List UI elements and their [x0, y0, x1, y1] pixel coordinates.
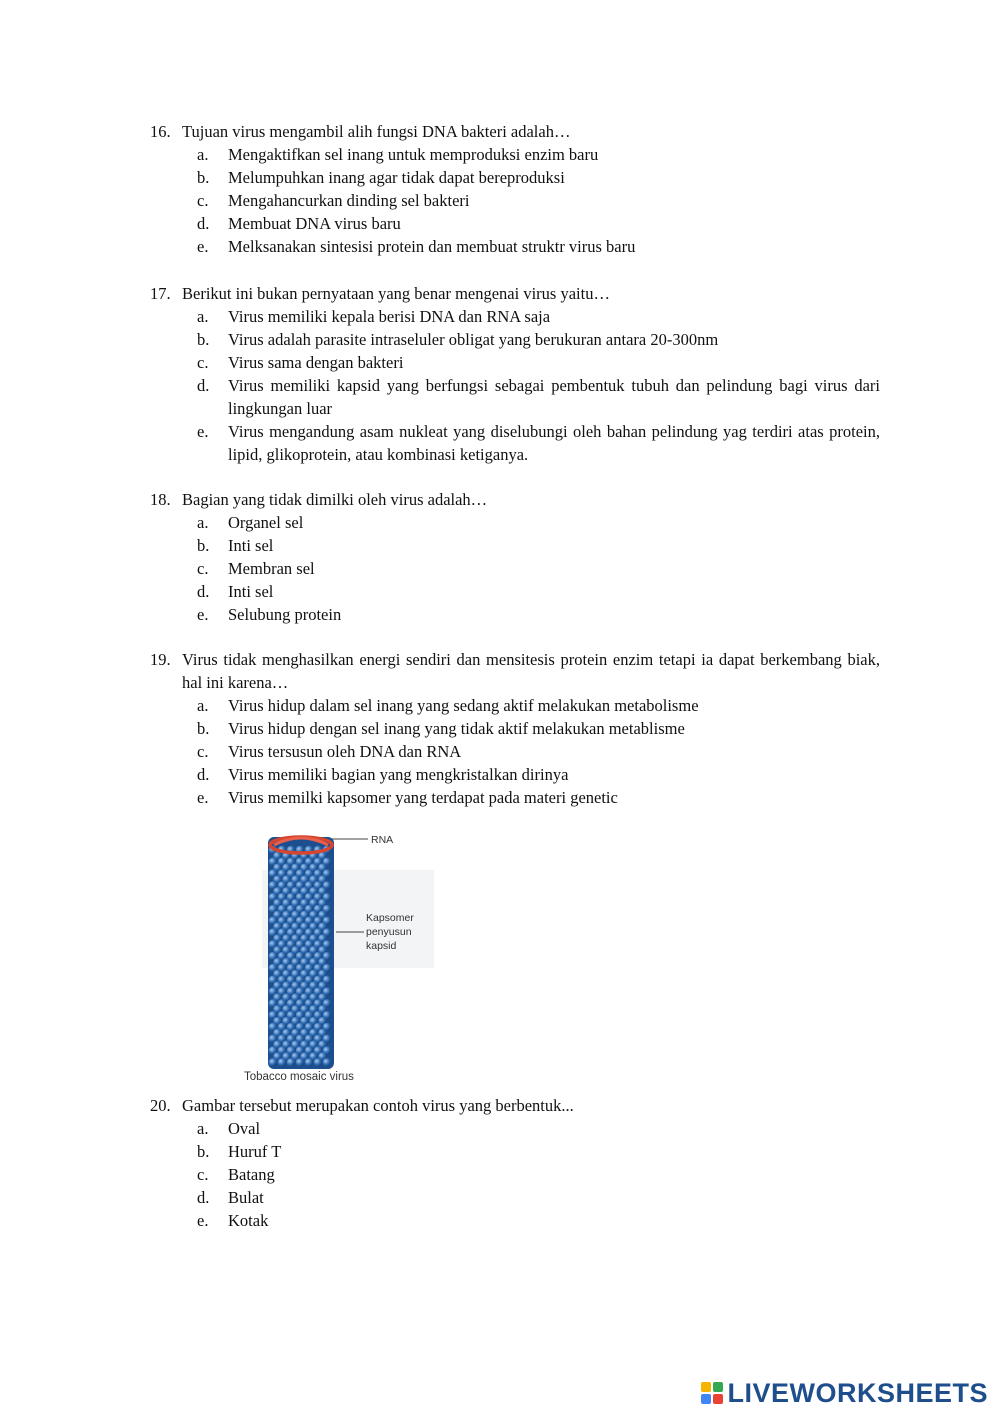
question-text: Berikut ini bukan pernyataan yang benar mengenai virus yaitu… — [182, 284, 610, 303]
option-d[interactable] — [150, 1186, 880, 1209]
option-letter: b. — [197, 719, 210, 738]
question-text: Tujuan virus mengambil alih fungsi DNA bakteri adalah… — [182, 122, 571, 141]
option-text: Batang — [228, 1165, 275, 1184]
option-e[interactable] — [150, 1209, 880, 1232]
figure-caption: Tobacco mosaic virus — [244, 1071, 354, 1083]
tobacco-mosaic-virus-figure — [232, 815, 452, 1090]
option-e[interactable] — [150, 420, 880, 466]
option-b[interactable] — [150, 534, 880, 557]
capsomer-bead — [269, 1058, 278, 1067]
option-text: Virus sama dengan bakteri — [228, 353, 404, 372]
option-text: Oval — [228, 1119, 261, 1138]
liveworksheets-logo[interactable] — [701, 1378, 988, 1408]
option-e[interactable] — [150, 786, 880, 809]
option-letter: c. — [197, 742, 209, 761]
option-letter: e. — [197, 605, 209, 624]
option-d[interactable] — [150, 374, 880, 420]
option-c[interactable] — [150, 557, 880, 580]
option-text: Membran sel — [228, 559, 315, 578]
capsomer-bead — [305, 1058, 314, 1067]
option-letter: e. — [197, 422, 209, 441]
option-text: Mengaktifkan sel inang untuk memproduksi enzim baru — [228, 145, 599, 164]
option-a[interactable] — [150, 511, 880, 534]
question-16 — [150, 120, 880, 258]
capsomer-bead — [323, 1058, 332, 1067]
option-a[interactable] — [150, 143, 880, 166]
option-letter: b. — [197, 330, 210, 349]
option-letter: c. — [197, 191, 209, 210]
question-number: 17. — [150, 284, 171, 303]
option-letter: a. — [197, 145, 209, 164]
option-a[interactable] — [150, 305, 880, 328]
logo-tile — [701, 1382, 711, 1392]
option-letter: a. — [197, 696, 209, 715]
option-letter: b. — [197, 168, 210, 187]
question-19 — [150, 648, 880, 809]
option-letter: d. — [197, 1188, 210, 1207]
question-number: 16. — [150, 122, 171, 141]
option-e[interactable] — [150, 235, 880, 258]
option-letter: e. — [197, 788, 209, 807]
option-text: Virus tersusun oleh DNA dan RNA — [228, 742, 462, 761]
logo-tile — [701, 1394, 711, 1404]
question-number: 18. — [150, 490, 171, 509]
option-letter: e. — [197, 1211, 209, 1230]
option-text: Virus hidup dengan sel inang yang tidak aktif melakukan metablisme — [228, 719, 685, 738]
option-b[interactable] — [150, 328, 880, 351]
option-e[interactable] — [150, 603, 880, 626]
option-text: Virus adalah parasite intraseluler obligat yang berukuran antara 20-300nm — [228, 330, 719, 349]
logo-tile — [713, 1382, 723, 1392]
capsomer-bead — [278, 1058, 287, 1067]
option-d[interactable] — [150, 763, 880, 786]
option-list — [150, 143, 880, 258]
option-text: Selubung protein — [228, 605, 342, 624]
option-text: Mengahancurkan dinding sel bakteri — [228, 191, 470, 210]
question-text: Gambar tersebut merupakan contoh virus yang berbentuk... — [182, 1096, 574, 1115]
option-letter: e. — [197, 237, 209, 256]
capsomer-bead — [314, 1058, 323, 1067]
option-d[interactable] — [150, 580, 880, 603]
capsomer-label-line-3: kapsid — [366, 940, 397, 952]
option-text: Huruf T — [228, 1142, 282, 1161]
question-text: Virus tidak menghasilkan energi sendiri dan mensitesis protein enzim tetapi ia dapat berkembang biak, hal ini karena… — [182, 650, 880, 692]
option-text: Virus memiliki kapsid yang berfungsi sebagai pembentuk tubuh dan pelindung bagi virus dari lingkungan luar — [228, 376, 880, 418]
logo-tile — [713, 1394, 723, 1404]
option-list — [150, 511, 880, 626]
option-letter: d. — [197, 582, 210, 601]
option-text: Inti sel — [228, 582, 274, 601]
option-text: Virus hidup dalam sel inang yang sedang aktif melakukan metabolisme — [228, 696, 699, 715]
capsomer-bead — [287, 1058, 296, 1067]
option-text: Virus memiliki kepala berisi DNA dan RNA saja — [228, 307, 551, 326]
option-c[interactable] — [150, 189, 880, 212]
option-letter: c. — [197, 1165, 209, 1184]
option-list — [150, 305, 880, 466]
option-letter: d. — [197, 765, 210, 784]
option-text: Virus memilki kapsomer yang terdapat pada materi genetic — [228, 788, 618, 807]
option-list — [150, 1117, 880, 1232]
option-letter: a. — [197, 307, 209, 326]
option-letter: c. — [197, 559, 209, 578]
option-c[interactable] — [150, 351, 880, 374]
option-b[interactable] — [150, 166, 880, 189]
option-a[interactable] — [150, 1117, 880, 1140]
option-letter: d. — [197, 214, 210, 233]
option-letter: d. — [197, 376, 210, 395]
option-text: Bulat — [228, 1188, 264, 1207]
capsomer-label-line-1: Kapsomer — [366, 912, 414, 924]
question-18 — [150, 488, 880, 626]
option-c[interactable] — [150, 740, 880, 763]
option-text: Virus memiliki bagian yang mengkristalkan dirinya — [228, 765, 569, 784]
option-b[interactable] — [150, 1140, 880, 1163]
option-text: Kotak — [228, 1211, 269, 1230]
virus-illustration — [232, 815, 452, 1090]
option-text: Virus mengandung asam nukleat yang diselubungi oleh bahan pelindung yag terdiri atas protein, lipid, glikoprotein, atau kombinasi ketiganya. — [228, 422, 880, 464]
option-text: Melumpuhkan inang agar tidak dapat bereproduksi — [228, 168, 565, 187]
option-letter: b. — [197, 536, 210, 555]
option-list — [150, 694, 880, 809]
option-letter: a. — [197, 1119, 209, 1138]
question-text: Bagian yang tidak dimilki oleh virus adalah… — [182, 490, 488, 509]
brand-name: LIVEWORKSHEETS — [727, 1377, 988, 1408]
rna-label: RNA — [371, 834, 394, 846]
option-text: Melksanakan sintesisi protein dan membuat struktr virus baru — [228, 237, 636, 256]
liveworksheets-icon — [701, 1382, 723, 1404]
option-c[interactable] — [150, 1163, 880, 1186]
option-letter: b. — [197, 1142, 210, 1161]
option-letter: a. — [197, 513, 209, 532]
option-letter: c. — [197, 353, 209, 372]
option-a[interactable] — [150, 694, 880, 717]
option-text: Membuat DNA virus baru — [228, 214, 401, 233]
option-text: Organel sel — [228, 513, 304, 532]
option-b[interactable] — [150, 717, 880, 740]
question-number: 19. — [150, 650, 171, 669]
option-text: Inti sel — [228, 536, 274, 555]
capsomer-bead — [296, 1058, 305, 1067]
question-17 — [150, 282, 880, 466]
capsomer-label-line-2: penyusun — [366, 926, 412, 938]
question-number: 20. — [150, 1096, 171, 1115]
option-d[interactable] — [150, 212, 880, 235]
question-20 — [150, 1094, 880, 1232]
